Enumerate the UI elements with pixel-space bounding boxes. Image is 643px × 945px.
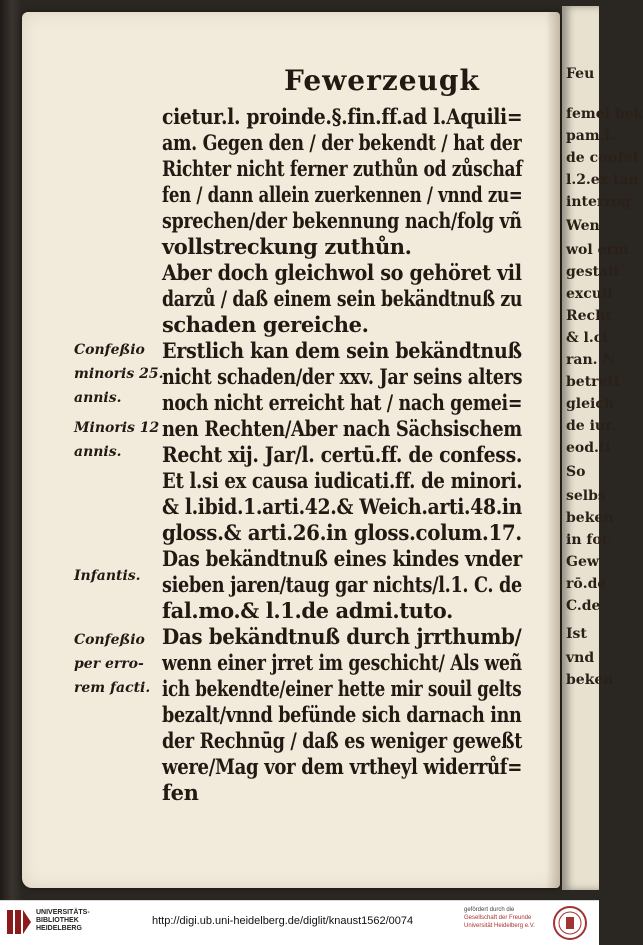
next-page-text-fragment: Wen (566, 218, 600, 234)
text-line: der Rechnūg / daß es weniger geweßt (162, 728, 523, 753)
text-line: bezalt/vnnd befünde sich darnach inn (162, 702, 522, 727)
text-line: Recht xij. Jar/l. certū.ff. de confess. (162, 442, 523, 467)
text-line: noch nicht erreicht hat / nach gemei= (162, 390, 523, 415)
text-line: fen (162, 780, 199, 805)
margin-note: minoris 25. (74, 366, 164, 382)
text-line: am. Gegen den / der bekendt / hat der (162, 130, 522, 155)
text-line: Richter nicht ferner zuthůn od zůschaf (162, 156, 523, 181)
next-page-text-fragment: Gew (566, 554, 599, 570)
text-line: Erstlich kan dem sein bekändtnuß (162, 338, 522, 363)
next-page-text-fragment: gleich (566, 396, 615, 412)
next-page-text-fragment: pam.l. (566, 128, 615, 144)
text-line: ich bekendte/einer hette mir souil gelts (162, 676, 522, 701)
margin-note: annis. (74, 444, 122, 460)
margin-note: Infantis. (74, 568, 141, 584)
next-page-text-fragment: beken (566, 510, 614, 526)
library-name-line1: UNIVERSITÄTS- (36, 909, 90, 916)
next-page-text-fragment: Ist (566, 626, 587, 642)
text-line: darzů / daß einem sein bekändtnuß zu (162, 286, 523, 311)
margin-note: per erro- (74, 656, 144, 672)
next-page-text-fragment: & l.ci (566, 330, 608, 346)
permalink-url[interactable]: http://digi.ub.uni-heidelberg.de/diglit/knaust1562/0074 (152, 915, 414, 927)
next-page-text-fragment: C.de (566, 598, 601, 614)
sponsor-line1: gefördert durch die (464, 907, 515, 913)
next-page-text-fragment: de iur. (566, 418, 617, 434)
next-page-text-fragment: Feu (566, 66, 595, 82)
margin-note: Confeßio (74, 342, 145, 358)
text-line: vollstreckung zuthůn. (162, 234, 412, 259)
library-name[interactable] (36, 909, 90, 933)
next-page-text-fragment: l.2.ex tan (566, 172, 639, 188)
text-line: Aber doch gleichwol so gehöret vil (162, 260, 522, 285)
margin-note: rem facti. (74, 680, 151, 696)
text-line: fal.mo.& l.1.de admi.tuto. (162, 598, 453, 623)
sponsor-credit[interactable] (464, 906, 535, 930)
text-line: cietur.l. proinde.§.fin.ff.ad l.Aquili= (162, 104, 523, 129)
text-line: nicht schaden/der xxv. Jar seins alters (162, 364, 523, 389)
next-page-text-fragment: So (566, 464, 586, 480)
next-page-text-fragment: eod.ti (566, 440, 611, 456)
text-line: Et l.si ex causa iudicati.ff. de minori. (162, 468, 523, 493)
library-name-line3: HEIDELBERG (36, 925, 82, 932)
next-page-text-fragment: de confel (566, 150, 638, 166)
library-logo-icon[interactable] (6, 908, 32, 936)
text-line: & l.ibid.1.arti.42.& Weich.arti.48.in (162, 494, 523, 519)
next-page-edge (562, 6, 643, 890)
next-page-text-fragment: wol erm (566, 242, 629, 258)
text-line: wenn einer jrret im geschicht/ Als weñ (162, 650, 522, 675)
viewer-footer (0, 900, 599, 945)
text-line: gloss.& arti.26.in gloss.colum.17. (162, 520, 522, 545)
next-page-text-fragment: interrog (566, 194, 631, 210)
page-header: Fewerzeugk (284, 64, 480, 97)
next-page-text-fragment: femel bek (566, 106, 643, 122)
margin-note: Minoris 12 (74, 420, 160, 436)
sponsor-line3: Universität Heidelberg e.V. (464, 923, 535, 929)
text-line: sprechen/der bekennung nach/folg vñ (162, 208, 522, 233)
next-page-text-fragment: vnd (566, 650, 595, 666)
text-line: Das bekändtnuß eines kindes vnder (162, 546, 522, 571)
next-page-text-fragment: rō.de (566, 576, 607, 592)
next-page-text-fragment: betrett (566, 374, 621, 390)
text-line: were/Mag vor dem vrtheyl widerrůf= (162, 754, 523, 779)
text-line: nen Rechten/Aber nach Sächsischem (162, 416, 522, 441)
next-page-text-fragment: Recht (566, 308, 612, 324)
text-line: fen / dann allein zuerkennen / vnnd zu= (162, 182, 523, 207)
margin-note: Confeßio (74, 632, 145, 648)
sponsor-line2: Gesellschaft der Freunde (464, 915, 532, 921)
next-page-text-fragment: in for (566, 532, 610, 548)
text-line: Das bekändtnuß durch jrrthumb/ (162, 624, 522, 649)
next-page-text-fragment: selbs (566, 488, 606, 504)
next-page-text-fragment: exculi (566, 286, 613, 302)
next-page-text-fragment: ran. N (566, 352, 616, 368)
next-page-text-fragment: beken (566, 672, 614, 688)
margin-note: annis. (74, 390, 122, 406)
text-line: schaden gereiche. (162, 312, 369, 337)
next-page-text-fragment: gestalt (566, 264, 620, 280)
university-seal-icon (552, 905, 588, 941)
text-line: sieben jaren/taug gar nichts/l.1. C. de (162, 572, 522, 597)
library-name-line2: BIBLIOTHEK (36, 917, 79, 924)
